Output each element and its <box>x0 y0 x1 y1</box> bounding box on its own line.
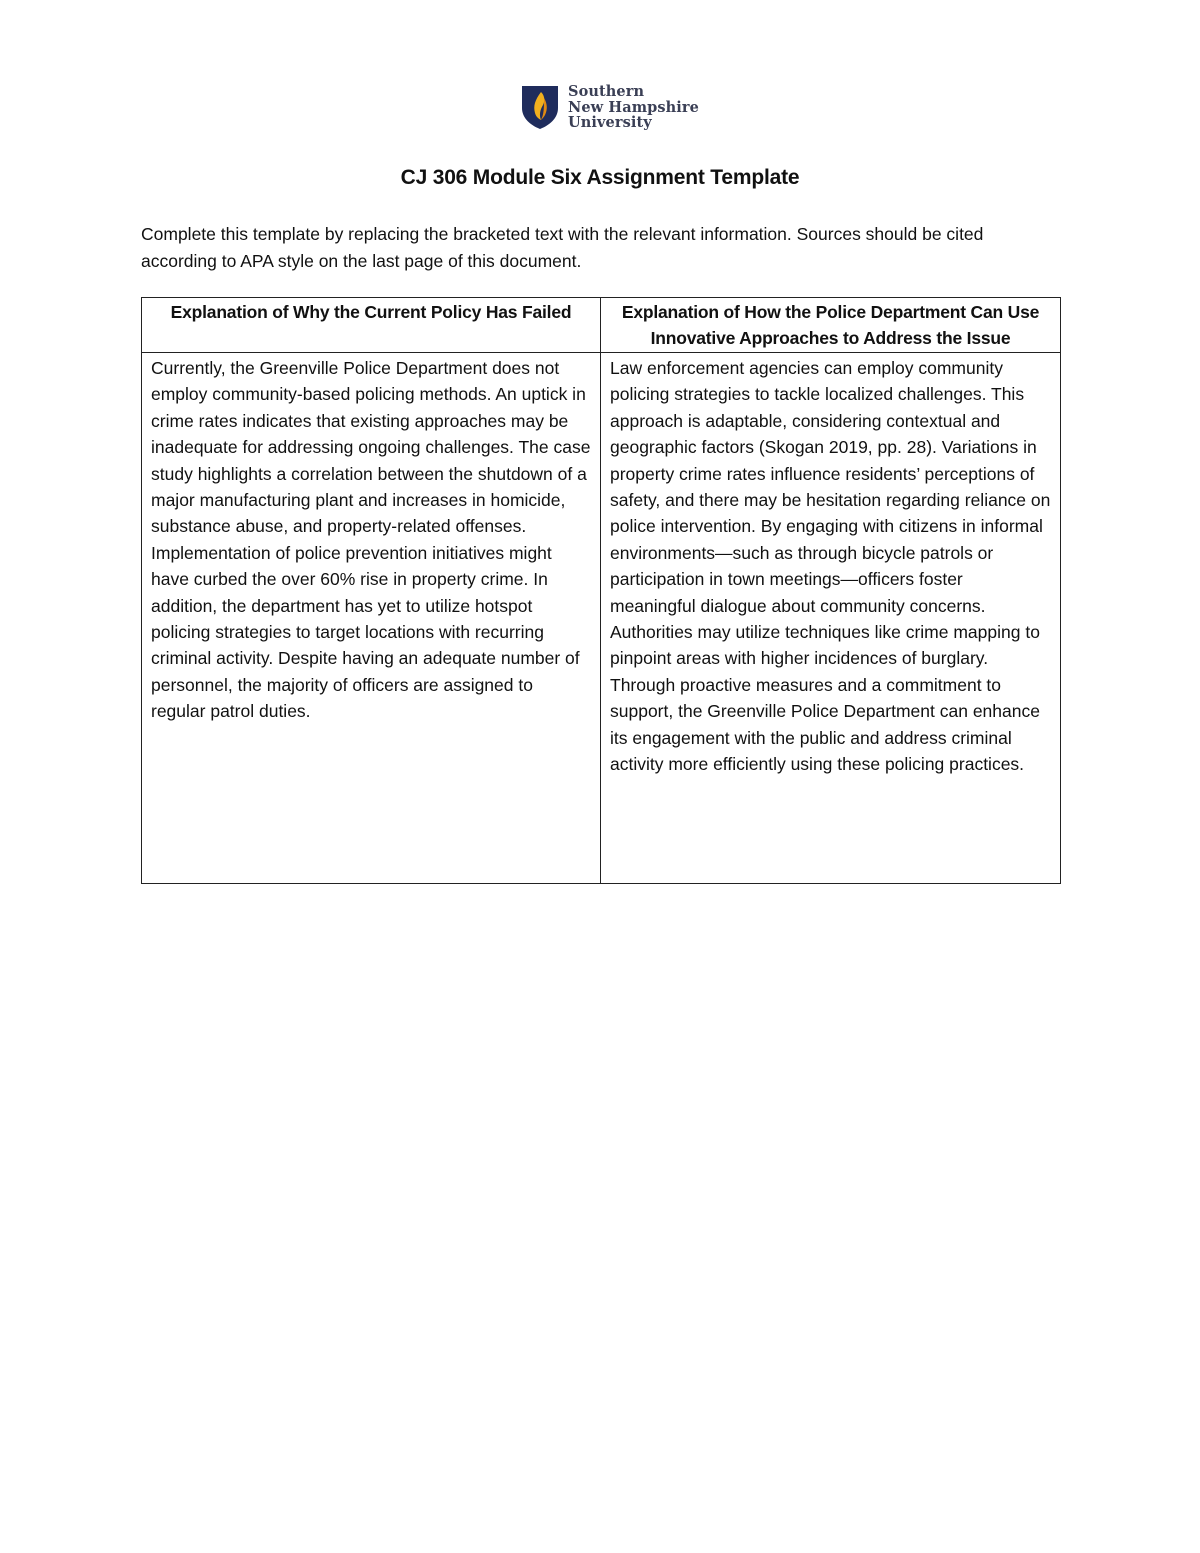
assignment-table <box>141 297 1061 884</box>
header-innovative-approaches: Explanation of How the Police Department Can Use Innovative Approaches to Address the Issue <box>601 298 1061 353</box>
shield-flame-icon <box>520 84 560 130</box>
document-title: CJ 306 Module Six Assignment Template <box>400 166 800 189</box>
logo-line-southern: Southern <box>568 83 645 100</box>
logo-wordmark <box>568 84 699 131</box>
logo-line-university: University <box>568 114 652 131</box>
cell-policy-failed-explanation: Currently, the Greenville Police Department does not employ community-based policing methods. An uptick in crime rates indicates that existing approaches may be inadequate for addressing ongoing challenges. The case study highlights a correlation between the shutdown of a major manufacturing plant and increases in homicide, substance abuse, and property-related offenses. Implementation of police prevention initiatives might have curbed the over 60% rise in property crime. In addition, the department has yet to utilize hotspot policing strategies to target locations with recurring criminal activity. Despite having an adequate number of personnel, the majority of officers are assigned to regular patrol duties. <box>142 353 601 884</box>
instructions-paragraph: Complete this template by replacing the bracketed text with the relevant information. Sources should be cited according to APA style on the last page of this document. <box>141 224 984 271</box>
table-row <box>142 353 1061 884</box>
cell-innovative-approaches-explanation: Law enforcement agencies can employ community policing strategies to tackle localized challenges. This approach is adaptable, considering contextual and geographic factors (Skogan 2019, pp. 28). Variations in property crime rates influence residents’ perceptions of safety, and there may be hesitation regarding reliance on police intervention. By engaging with citizens in informal environments—such as through bicycle patrols or participation in town meetings—officers foster meaningful dialogue about community concerns. Authorities may utilize techniques like crime mapping to pinpoint areas with higher incidences of burglary. Through proactive measures and a commitment to support, the Greenville Police Department can enhance its engagement with the public and address criminal activity more efficiently using these policing practices. <box>601 353 1061 884</box>
header-policy-failed: Explanation of Why the Current Policy Has Failed <box>142 298 601 353</box>
table-header-row <box>142 298 1061 353</box>
university-logo <box>520 84 699 131</box>
logo-line-new-hampshire: New Hampshire <box>568 98 699 116</box>
